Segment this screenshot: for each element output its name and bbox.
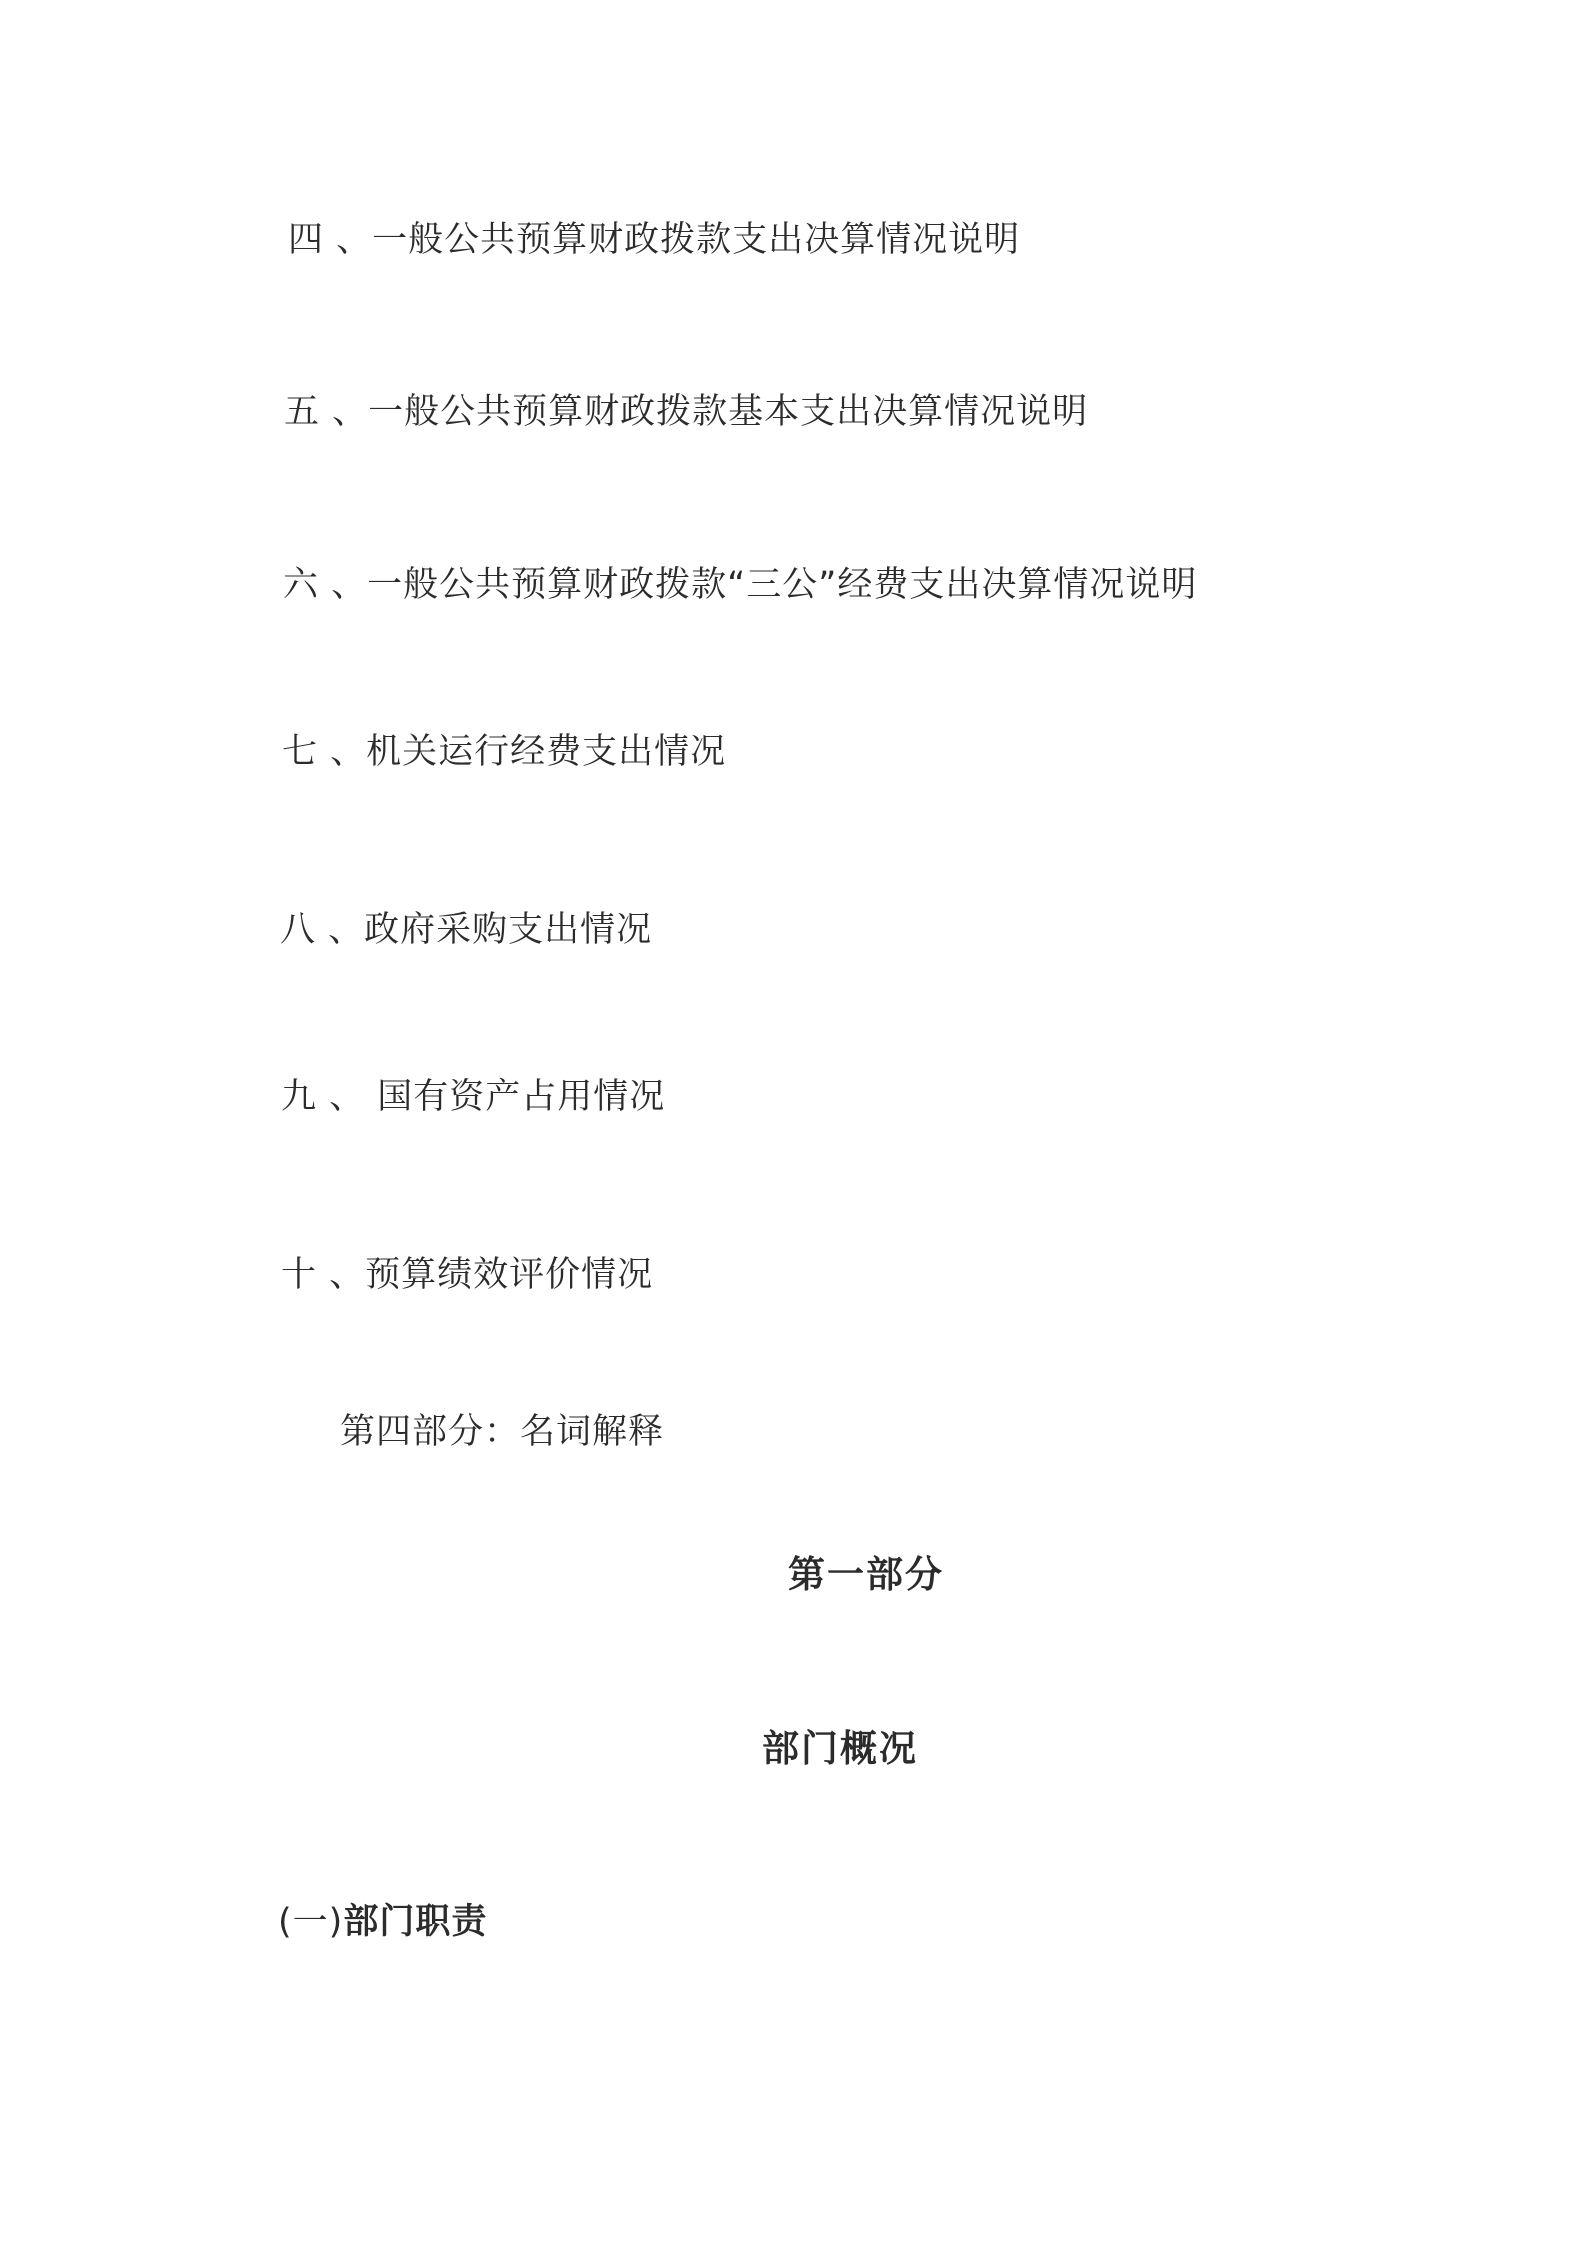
toc-item-6: 六 、一般公共预算财政拨款“三公”经费支出决算情况说明: [283, 565, 1198, 605]
part-one-title: 第一部分: [788, 1553, 944, 1596]
part-one-subtitle: 部门概况: [762, 1727, 918, 1770]
toc-item-7: 七 、机关运行经费支出情况: [282, 732, 727, 772]
toc-item-9: 九 、 国有资产占用情况: [281, 1077, 666, 1117]
section-heading: [278, 1900, 487, 1944]
toc-item-5: 五 、一般公共预算财政拨款基本支出决算情况说明: [284, 392, 1089, 432]
section-marker: (一): [278, 1902, 344, 1942]
toc-part-four: 第四部分：名词解释: [340, 1412, 665, 1452]
toc-item-8: 八 、政府采购支出情况: [280, 910, 653, 950]
toc-item-4: 四 、一般公共预算财政拨款支出决算情况说明: [288, 220, 1021, 260]
toc-item-10: 十 、预算绩效评价情况: [281, 1255, 654, 1295]
section-title: 部门职责: [343, 1902, 488, 1942]
